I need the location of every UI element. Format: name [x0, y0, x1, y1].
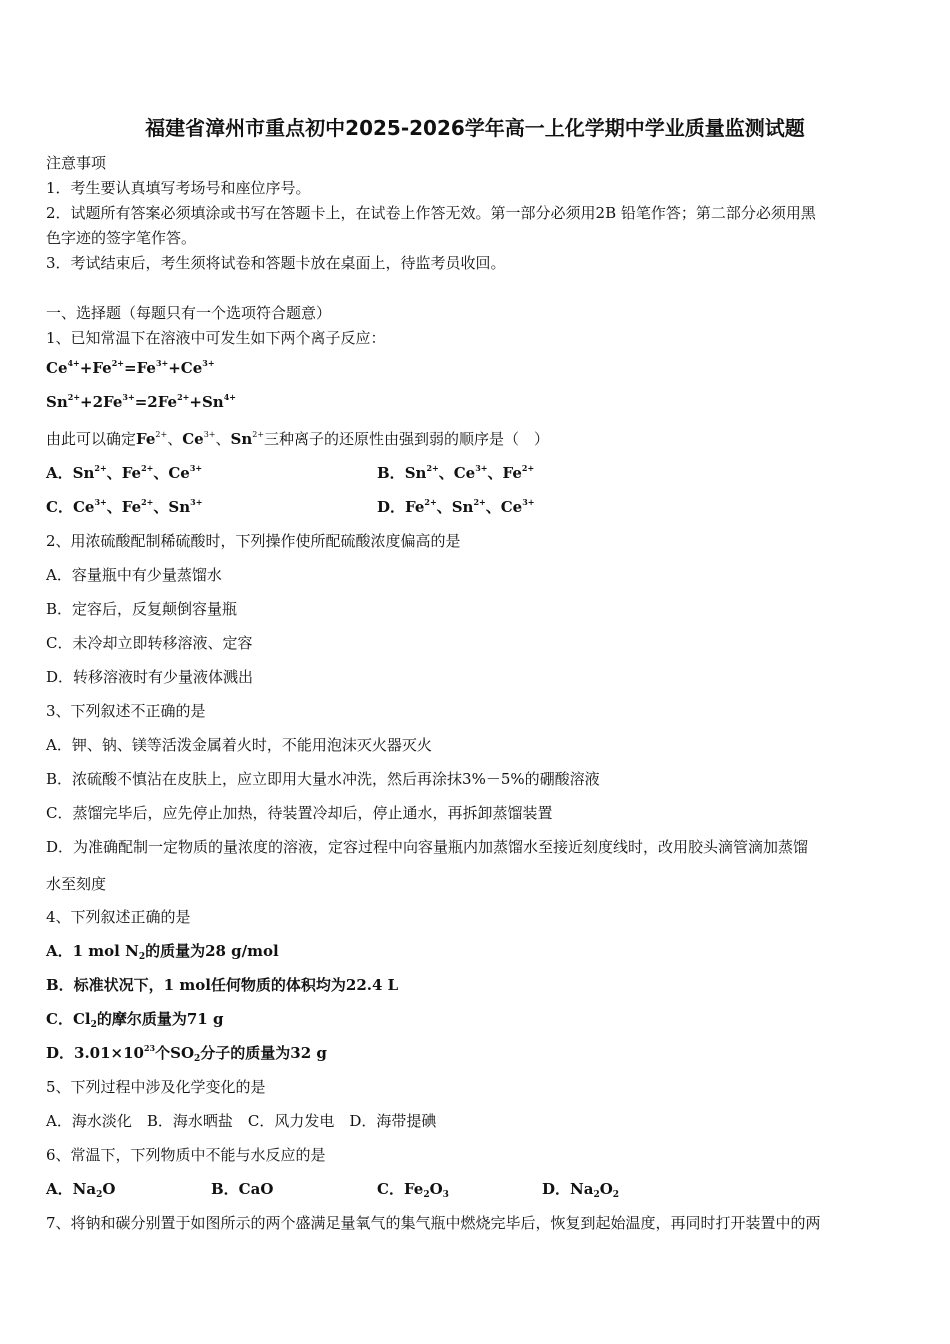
q1-option-b[interactable]: B．$Sn^{2+}$、$Ce^{3+}$、$Fe^{2+}$	[377, 463, 535, 482]
q2-option-b[interactable]: B．定容后，反复颠倒容量瓶	[46, 600, 238, 618]
question-3-stem: 3、下列叙述不正确的是	[46, 702, 206, 720]
q4-option-a[interactable]: A．1 mol $N_2$的质量为28 g/mol	[46, 942, 279, 962]
notice-item: 1．考生要认真填写考场号和座位序号。	[46, 179, 311, 197]
q3-option-a[interactable]: A．钾、钠、镁等活泼金属着火时，不能用泡沫灭火器灭火	[46, 736, 432, 754]
q1-option-c[interactable]: C．$Ce^{3+}$、$Fe^{2+}$、$Sn^{3+}$	[46, 497, 203, 516]
notice-heading: 注意事项	[46, 154, 107, 172]
question-1-ask: 由此可以确定$Fe^{2+}$、$Ce^{3+}$、$Sn^{2+}$三种离子的还原性由强到弱的顺序是（ ）	[46, 430, 550, 448]
question-7-stem: 7、将钠和碳分别置于如图所示的两个盛满足量氧气的集气瓶中燃烧完毕后，恢复到起始温度，再同时打开装置中的两	[46, 1214, 821, 1232]
q6-option-a[interactable]: A．$Na_2O$	[46, 1180, 116, 1200]
q2-option-a[interactable]: A．容量瓶中有少量蒸馏水	[46, 566, 222, 584]
q3-option-d[interactable]: D．为准确配制一定物质的量浓度的溶液，定容过程中向容量瓶内加蒸馏水至接近刻度线时，改用胶头滴管滴加蒸馏	[46, 838, 809, 856]
q2-option-c[interactable]: C．未冷却立即转移溶液、定容	[46, 634, 253, 652]
notice-item: 2．试题所有答案必须填涂或书写在答题卡上，在试卷上作答无效。第一部分必须用2B 铅笔作答；第二部分必须用黑	[46, 204, 816, 222]
reaction-equation-1: $Ce^{4+}+Fe^{2+}=Fe^{3+}+Ce^{3+}$	[46, 358, 215, 377]
q3-option-c[interactable]: C．蒸馏完毕后，应先停止加热，待装置冷却后，停止通水，再拆卸蒸馏装置	[46, 804, 553, 822]
question-6-stem: 6、常温下，下列物质中不能与水反应的是	[46, 1146, 326, 1164]
page-title: 福建省漳州市重点初中2025-2026学年高一上化学期中学业质量监测试题	[145, 116, 805, 140]
q3-option-b[interactable]: B．浓硫酸不慎沾在皮肤上，应立即用大量水冲洗，然后再涂抹3%－5%的硼酸溶液	[46, 770, 600, 788]
notice-item: 3．考试结束后，考生须将试卷和答题卡放在桌面上，待监考员收回。	[46, 254, 506, 272]
q4-option-c[interactable]: C．$Cl_2$的摩尔质量为71 g	[46, 1010, 224, 1030]
q6-option-c[interactable]: C．$Fe_2O_3$	[377, 1180, 449, 1200]
reaction-equation-2: $Sn^{2+}+2Fe^{3+}=2Fe^{2+}+Sn^{4+}$	[46, 392, 236, 411]
question-4-stem: 4、下列叙述正确的是	[46, 908, 191, 926]
q4-option-b[interactable]: B．标准状况下，1 mol任何物质的体积均为22.4 L	[46, 976, 399, 994]
q3-option-d-continued: 水至刻度	[46, 875, 107, 893]
question-1-stem: 1、已知常温下在溶液中可发生如下两个离子反应：	[46, 329, 386, 347]
section-heading: 一、选择题（每题只有一个选项符合题意）	[46, 304, 332, 322]
question-5-stem: 5、下列过程中涉及化学变化的是	[46, 1078, 266, 1096]
q2-option-d[interactable]: D．转移溶液时有少量液体溅出	[46, 668, 254, 686]
q6-option-d[interactable]: D．$Na_2O_2$	[542, 1180, 620, 1200]
question-2-stem: 2、用浓硫酸配制稀硫酸时，下列操作使所配硫酸浓度偏高的是	[46, 532, 461, 550]
q6-option-b[interactable]: B．CaO	[211, 1180, 274, 1198]
q4-option-d[interactable]: D．$3.01\times 10^{23}$个$SO_2$分子的质量为32 g	[46, 1043, 327, 1064]
q5-options[interactable]: A．海水淡化 B．海水晒盐 C．风力发电 D．海带提碘	[46, 1112, 437, 1130]
notice-item: 色字迹的签字笔作答。	[46, 229, 197, 247]
q1-option-a[interactable]: A．$Sn^{2+}$、$Fe^{2+}$、$Ce^{3+}$	[46, 463, 203, 482]
q1-option-d[interactable]: D．$Fe^{2+}$、$Sn^{2+}$、$Ce^{3+}$	[377, 497, 535, 516]
